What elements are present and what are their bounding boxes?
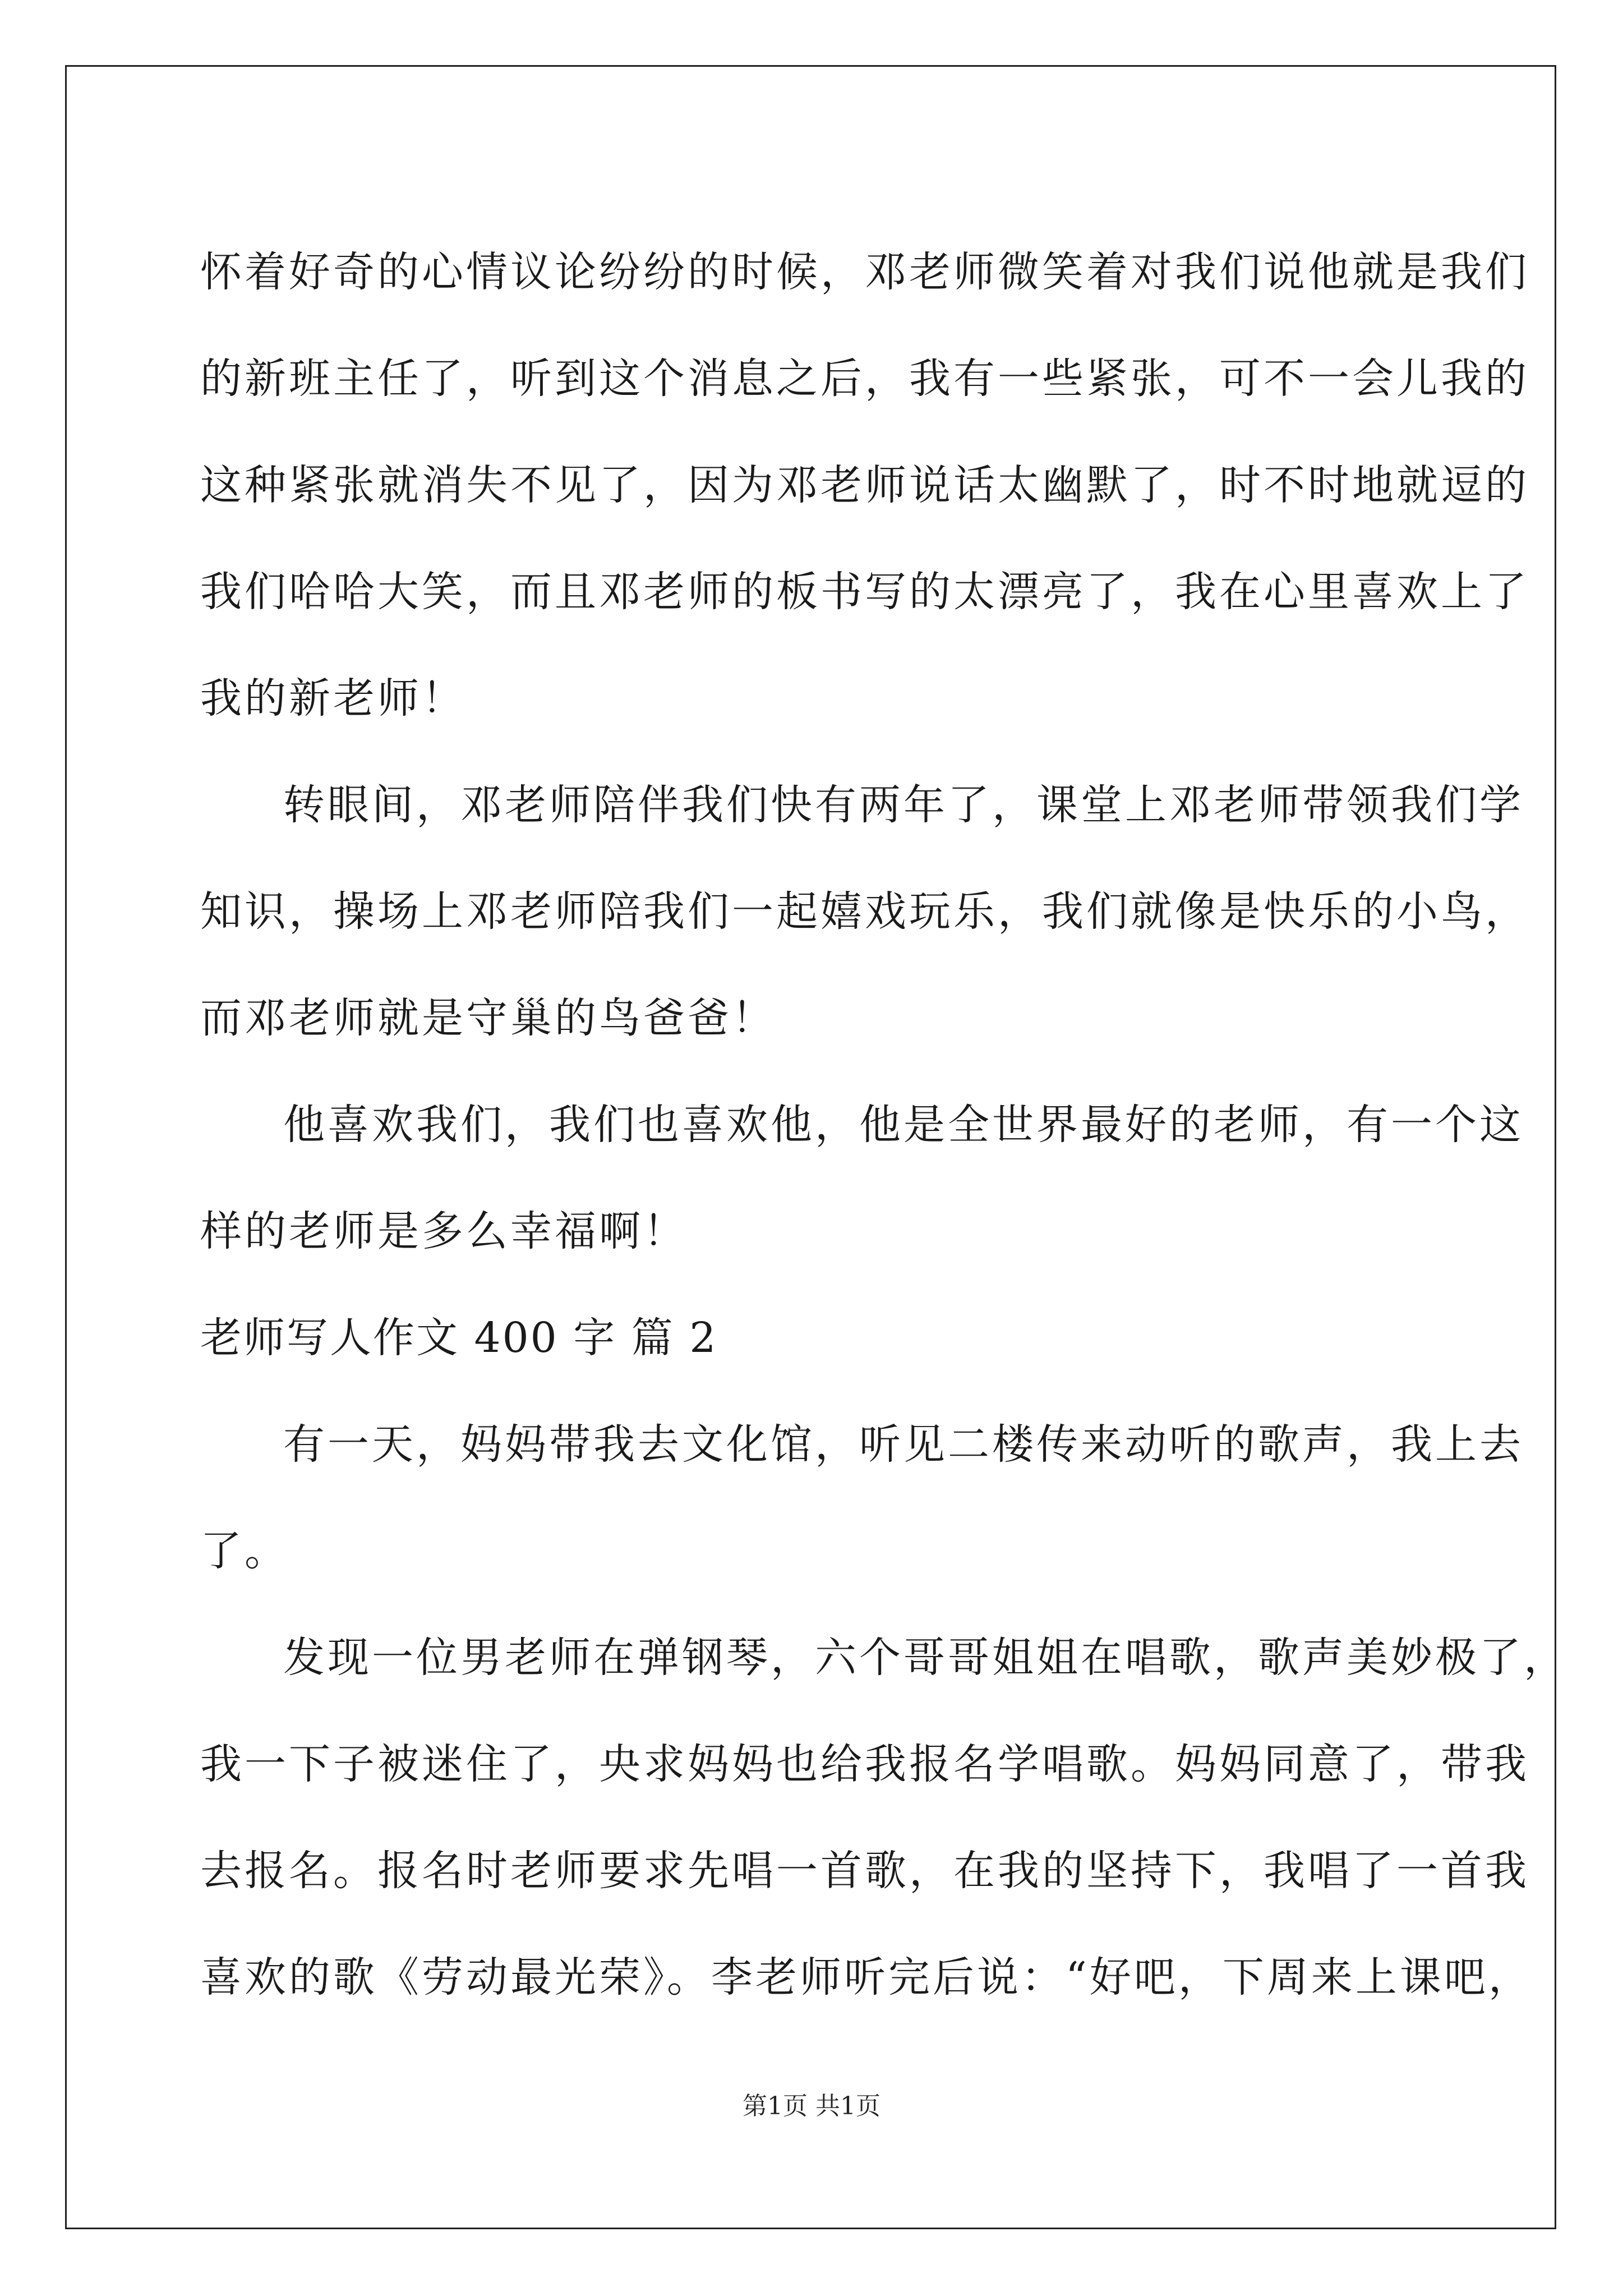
paragraph-first-line: 发现一位男老师在弹钢琴，六个哥哥姐姐在唱歌，歌声美妙极了， (283, 1634, 1568, 1682)
text-line: 这种紧张就消失不见了，因为邓老师说话太幽默了，时不时地就逗的 (200, 461, 1529, 509)
text-line: 我的新老师！ (200, 674, 466, 723)
text-line: 样的老师是多么幸福啊！ (200, 1207, 688, 1255)
page-number-footer: 第1页 共1页 (743, 2092, 880, 2120)
text-line: 了。 (200, 1527, 289, 1575)
paragraph-first-line: 转眼间，邓老师陪伴我们快有两年了，课堂上邓老师带领我们学 (283, 781, 1524, 829)
section-heading: 老师写人作文 400 字 篇 2 (200, 1314, 718, 1362)
text-line: 去报名。报名时老师要求先唱一首歌，在我的坚持下，我唱了一首我 (200, 1847, 1529, 1895)
paragraph-first-line: 有一天，妈妈带我去文化馆，听见二楼传来动听的歌声，我上去 (283, 1420, 1524, 1469)
text-line: 的新班主任了，听到这个消息之后，我有一些紧张，可不一会儿我的 (200, 355, 1529, 403)
text-line: 喜欢的歌《劳动最光荣》。李老师听完后说：“好吧，下周来上课吧， (200, 1953, 1533, 2001)
text-line: 我一下子被迷住了，央求妈妈也给我报名学唱歌。妈妈同意了，带我 (200, 1740, 1529, 1788)
text-line: 怀着好奇的心情议论纷纷的时候，邓老师微笑着对我们说他就是我们 (200, 248, 1529, 296)
text-line: 知识，操场上邓老师陪我们一起嬉戏玩乐，我们就像是快乐的小鸟， (200, 887, 1529, 936)
document-body (200, 219, 1568, 2031)
paragraph-first-line: 他喜欢我们，我们也喜欢他，他是全世界最好的老师，有一个这 (283, 1101, 1524, 1149)
text-line: 我们哈哈大笑，而且邓老师的板书写的太漂亮了，我在心里喜欢上了 (200, 568, 1529, 616)
text-line: 而邓老师就是守巢的鸟爸爸！ (200, 994, 776, 1042)
